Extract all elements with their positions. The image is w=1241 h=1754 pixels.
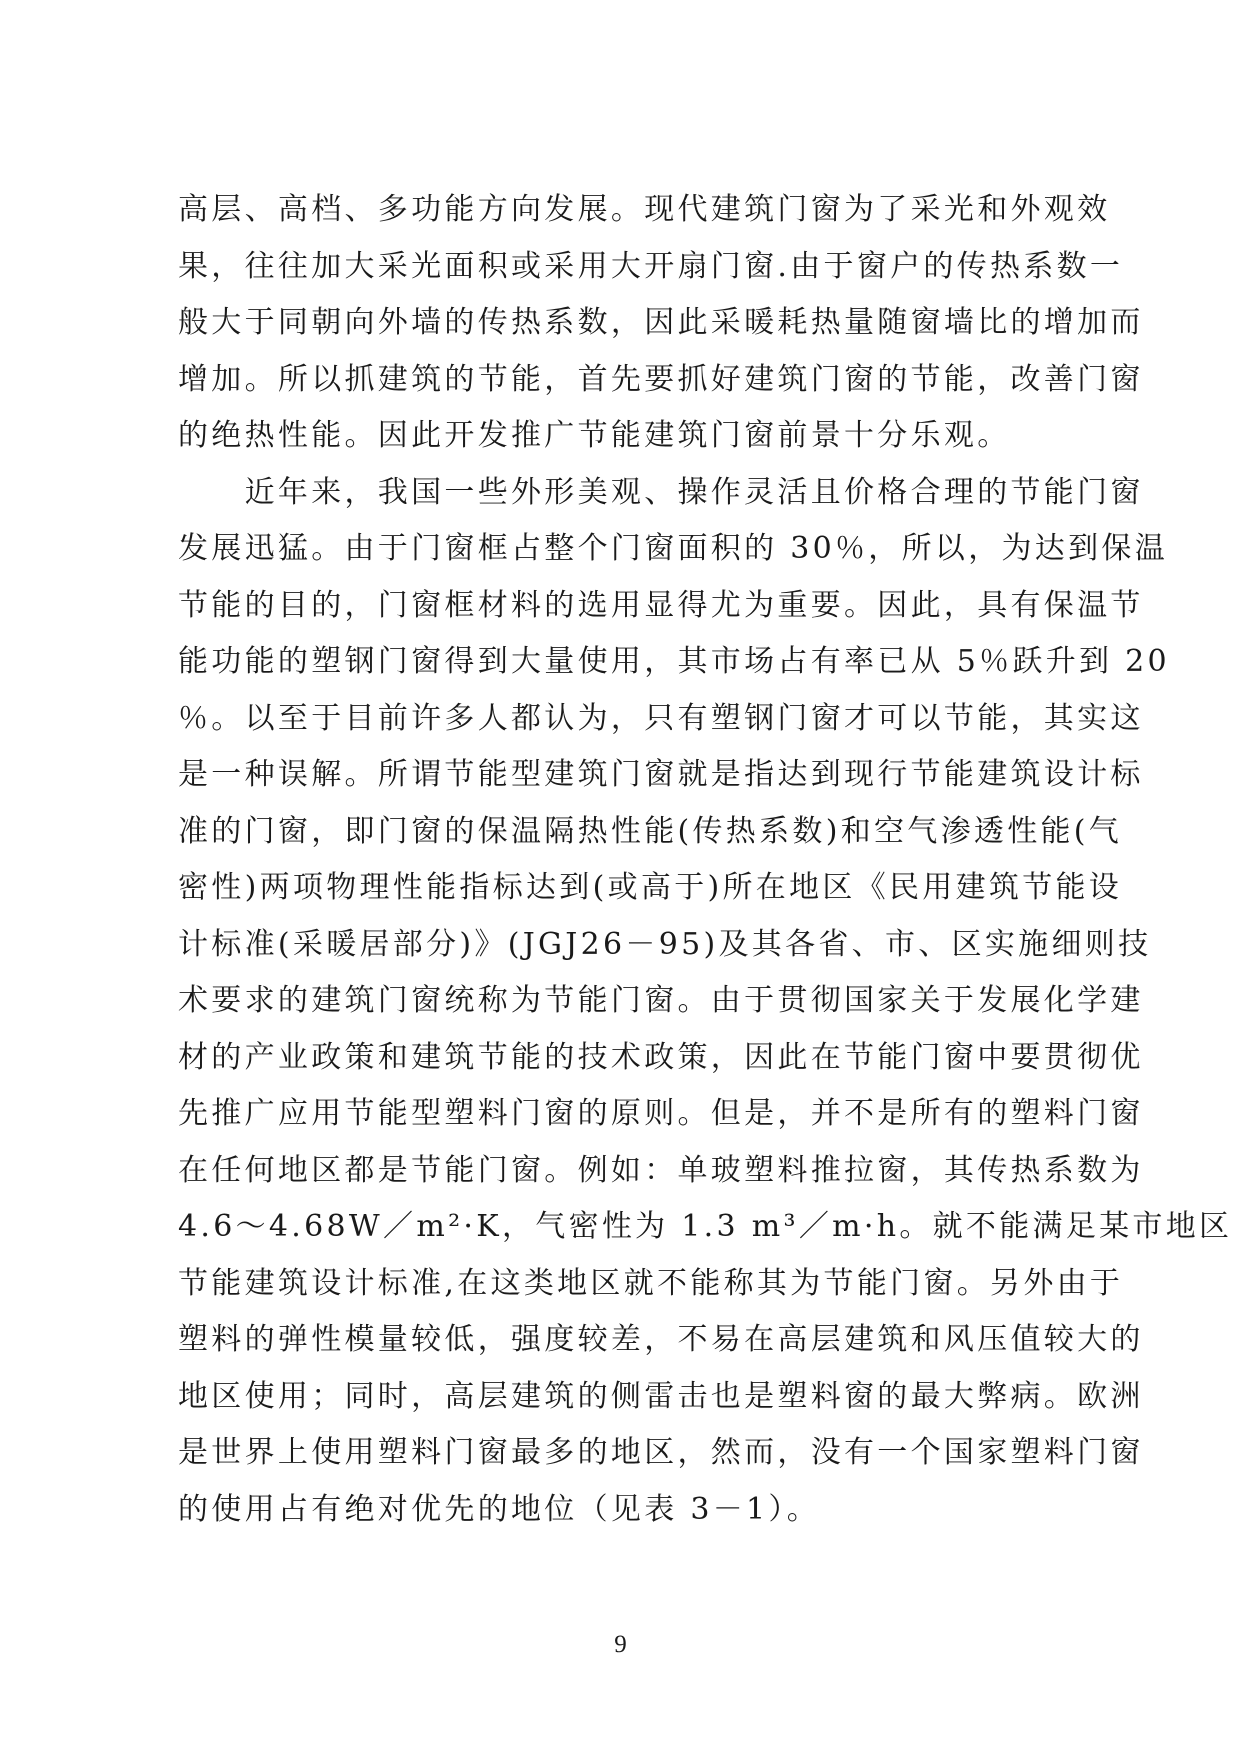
text-line: ％。以至于目前许多人都认为，只有塑钢门窗才可以节能，其实这: [178, 700, 1144, 736]
text-line: 术要求的建筑门窗统称为节能门窗。由于贯彻国家关于发展化学建: [178, 983, 1144, 1018]
text-line: 节能建筑设计标准,在这类地区就不能称其为节能门窗。另外由于: [178, 1265, 1124, 1301]
text-line: 增加。所以抓建筑的节能，首先要抓好建筑门窗的节能，改善门窗: [178, 361, 1144, 397]
text-line: 计标准(采暖居部分)》(JGJ26－95)及其各省、市、区实施细则技: [178, 926, 1152, 962]
text-line: 般大于同朝向外墙的传热系数，因此采暖耗热量随窗墙比的增加而: [178, 305, 1144, 340]
text-line: 的使用占有绝对优先的地位（见表 3－1）。: [178, 1491, 821, 1527]
page-number: 9: [614, 1631, 627, 1658]
text-line: 密性)两项物理性能指标达到(或高于)所在地区《民用建筑节能设: [178, 870, 1123, 905]
text-line: 节能的目的，门窗框材料的选用显得尤为重要。因此，具有保温节: [178, 587, 1144, 623]
text-line: 在任何地区都是节能门窗。例如：单玻塑料推拉窗，其传热系数为: [178, 1152, 1144, 1188]
text-line: 塑料的弹性模量较低，强度较差，不易在高层建筑和风压值较大的: [178, 1322, 1144, 1357]
text-line: 4.6～4.68W／m²·K，气密性为 1.3 m³／m·h。就不能满足某市地区: [178, 1209, 1233, 1244]
text-line: 材的产业政策和建筑节能的技术政策，因此在节能门窗中要贯彻优: [178, 1039, 1144, 1075]
text-line: 高层、高档、多功能方向发展。现代建筑门窗为了采光和外观效: [178, 192, 1111, 227]
text-line: 是一种误解。所谓节能型建筑门窗就是指达到现行节能建筑设计标: [178, 757, 1144, 792]
text-line: 是世界上使用塑料门窗最多的地区，然而，没有一个国家塑料门窗: [178, 1435, 1144, 1470]
text-line: 能功能的塑钢门窗得到大量使用，其市场占有率已从 5％跃升到 20: [178, 644, 1170, 679]
body-text: [178, 182, 1233, 1538]
text-line: 果，往往加大采光面积或采用大开扇门窗.由于窗户的传热系数一: [178, 248, 1124, 284]
text-line: 地区使用；同时，高层建筑的侧雷击也是塑料窗的最大弊病。欧洲: [178, 1378, 1144, 1414]
text-line: 近年来，我国一些外形美观、操作灵活且价格合理的节能门窗: [178, 474, 1144, 510]
text-line: 的绝热性能。因此开发推广节能建筑门窗前景十分乐观。: [178, 418, 1011, 453]
text-line: 先推广应用节能型塑料门窗的原则。但是，并不是所有的塑料门窗: [178, 1096, 1144, 1131]
text-line: 发展迅猛。由于门窗框占整个门窗面积的 30％，所以，为达到保温: [178, 531, 1169, 566]
text-line: 准的门窗，即门窗的保温隔热性能(传热系数)和空气渗透性能(气: [178, 813, 1123, 849]
